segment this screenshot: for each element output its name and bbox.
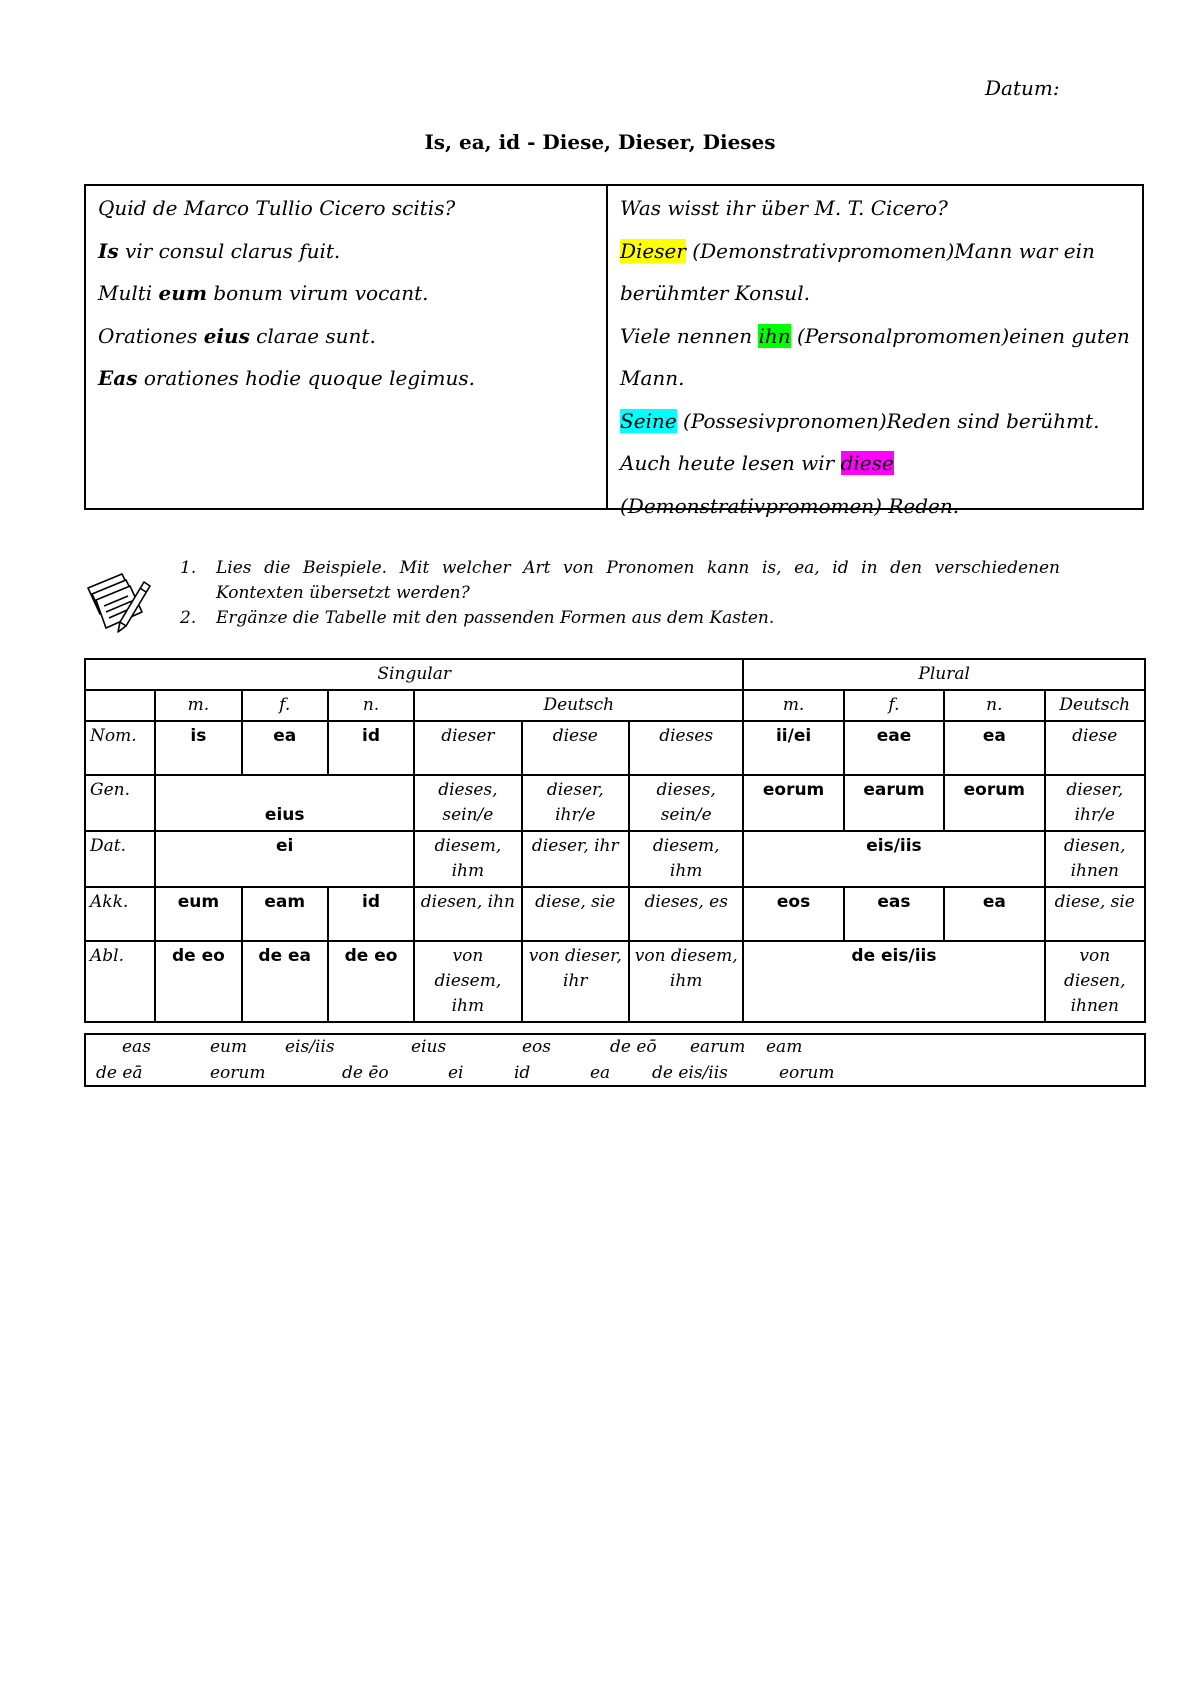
task-1-line-2: Kontexten übersetzt werden? bbox=[216, 583, 470, 603]
cell-german: dieses, sein/e bbox=[414, 775, 521, 831]
case-label: Nom. bbox=[85, 721, 155, 775]
cell-german: diese bbox=[1045, 721, 1145, 775]
header-sg-m: m. bbox=[155, 690, 241, 721]
header-pl-deutsch: Deutsch bbox=[1045, 690, 1145, 721]
cell-german: dieses, es bbox=[629, 887, 743, 941]
cell-latin: eis/iis bbox=[743, 831, 1044, 887]
highlight-seine: Seine bbox=[620, 408, 677, 433]
word-bank-item: eam bbox=[766, 1037, 803, 1057]
cell-german: diesen, ihn bbox=[414, 887, 521, 941]
latin-examples bbox=[86, 186, 608, 508]
cell-latin: earum bbox=[844, 775, 944, 831]
latin-line-1: Quid de Marco Tullio Cicero scitis? bbox=[98, 196, 456, 220]
german-line-7: Auch heute lesen wir diese bbox=[620, 451, 894, 475]
header-row-number bbox=[85, 659, 1145, 690]
cell-german: von diesem, ihm bbox=[629, 941, 743, 1022]
cell-latin: id bbox=[328, 887, 414, 941]
task-1-line-1: Lies die Beispiele. Mit welcher Art von Pronomen kann is, ea, id in den verschiedenen bbox=[216, 558, 1060, 578]
word-bank-item: earum bbox=[690, 1037, 746, 1057]
cell-latin: de eo bbox=[155, 941, 241, 1022]
task-1: 1. Lies die Beispiele. Mit welcher Art von Pronomen kann is, ea, id in den verschiedenen Kontexten übersetzt werden? bbox=[180, 556, 1060, 606]
cell-latin: eorum bbox=[944, 775, 1044, 831]
cell-german: dieser, ihr/e bbox=[522, 775, 629, 831]
word-bank-item: de ēo bbox=[342, 1063, 389, 1083]
word-bank-item: eum bbox=[210, 1037, 248, 1057]
table-row-gen bbox=[85, 775, 1145, 831]
latin-line-3: Multi eum bonum virum vocant. bbox=[98, 281, 429, 305]
cell-latin: eam bbox=[242, 887, 328, 941]
latin-line-2: Is vir consul clarus fuit. bbox=[98, 238, 341, 263]
cell-latin: ea bbox=[944, 887, 1044, 941]
german-line-8: (Demonstrativpromomen) Reden. bbox=[620, 493, 960, 518]
header-singular: Singular bbox=[85, 659, 743, 690]
cell-latin: eorum bbox=[743, 775, 843, 831]
word-bank-item: de eis/iis bbox=[652, 1063, 728, 1083]
cell-german: dieser bbox=[414, 721, 521, 775]
cell-latin: ea bbox=[944, 721, 1044, 775]
cell-latin: eum bbox=[155, 887, 241, 941]
word-bank-item: eorum bbox=[210, 1063, 266, 1083]
task-2: 2. Ergänze die Tabelle mit den passenden Formen aus dem Kasten. bbox=[180, 606, 1060, 631]
case-label: Gen. bbox=[85, 775, 155, 831]
word-bank-item: eius bbox=[411, 1037, 447, 1057]
cell-german: dieses, sein/e bbox=[629, 775, 743, 831]
highlight-ihn: ihn bbox=[758, 323, 791, 348]
word-bank-item: id bbox=[514, 1063, 531, 1083]
date-label: Datum: bbox=[985, 76, 1060, 100]
cell-german: von dieser, ihr bbox=[522, 941, 629, 1022]
cell-german: diesem, ihm bbox=[629, 831, 743, 887]
header-pl-f: f. bbox=[844, 690, 944, 721]
word-bank-item: de eā bbox=[96, 1063, 143, 1083]
case-label: Dat. bbox=[85, 831, 155, 887]
header-sg-n: n. bbox=[328, 690, 414, 721]
cell-latin: ea bbox=[242, 721, 328, 775]
table-row-abl bbox=[85, 941, 1145, 1022]
cell-latin: eae bbox=[844, 721, 944, 775]
table-row-nom bbox=[85, 721, 1145, 775]
page-title: Is, ea, id - Diese, Dieser, Dieses bbox=[424, 130, 776, 154]
cell-german: diese, sie bbox=[522, 887, 629, 941]
header-sg-f: f. bbox=[242, 690, 328, 721]
cell-latin: id bbox=[328, 721, 414, 775]
word-bank-item: eorum bbox=[779, 1063, 835, 1083]
header-empty bbox=[85, 690, 155, 721]
german-line-5: Mann. bbox=[620, 366, 685, 390]
highlight-dieser: Dieser bbox=[620, 238, 686, 263]
cell-latin: de eo bbox=[328, 941, 414, 1022]
german-line-2: Dieser (Demonstrativpromomen)Mann war ein bbox=[620, 238, 1095, 263]
cell-latin: ei bbox=[155, 831, 414, 887]
table-row-dat bbox=[85, 831, 1145, 887]
cell-latin: eas bbox=[844, 887, 944, 941]
cell-german: dieser, ihr bbox=[522, 831, 629, 887]
cell-latin: eos bbox=[743, 887, 843, 941]
cell-german: von diesem, ihm bbox=[414, 941, 521, 1022]
example-box bbox=[84, 184, 1144, 518]
latin-line-4: Orationes eius clarae sunt. bbox=[98, 323, 376, 348]
cell-german: diesem, ihm bbox=[414, 831, 521, 887]
cell-latin: eius bbox=[155, 775, 414, 831]
header-row-gender bbox=[85, 690, 1145, 721]
case-label: Abl. bbox=[85, 941, 155, 1022]
cell-latin: de ea bbox=[242, 941, 328, 1022]
task-list bbox=[180, 556, 1060, 631]
german-line-3: berühmter Konsul. bbox=[620, 281, 810, 305]
german-line-6: Seine (Possesivpronomen)Reden sind berühmt. bbox=[620, 408, 1100, 433]
cell-german: von diesen, ihnen bbox=[1045, 941, 1145, 1022]
task-2-line-1: Ergänze die Tabelle mit den passenden Formen aus dem Kasten. bbox=[216, 608, 775, 628]
pencil-paper-icon bbox=[82, 568, 152, 636]
cell-german: dieses bbox=[629, 721, 743, 775]
table-row-akk bbox=[85, 887, 1145, 941]
latin-line-5: Eas orationes hodie quoque legimus. bbox=[98, 366, 475, 390]
cell-latin: ii/ei bbox=[743, 721, 843, 775]
word-bank-item: eis/iis bbox=[285, 1037, 335, 1057]
cell-latin: is bbox=[155, 721, 241, 775]
highlight-diese: diese bbox=[840, 451, 894, 475]
header-sg-deutsch: Deutsch bbox=[414, 690, 743, 721]
header-pl-n: n. bbox=[944, 690, 1044, 721]
german-line-4: Viele nennen ihn (Personalpromomen)einen guten bbox=[620, 323, 1130, 348]
cell-german: diesen, ihnen bbox=[1045, 831, 1145, 887]
case-label: Akk. bbox=[85, 887, 155, 941]
word-bank-item: de eō bbox=[610, 1037, 657, 1057]
word-bank-item: eas bbox=[122, 1037, 151, 1057]
german-line-1: Was wisst ihr über M. T. Cicero? bbox=[620, 196, 948, 220]
word-bank bbox=[84, 1033, 1146, 1087]
word-bank-item: ei bbox=[448, 1063, 464, 1083]
german-translations bbox=[608, 186, 1142, 518]
declension-table bbox=[84, 658, 1146, 1023]
header-plural: Plural bbox=[743, 659, 1145, 690]
word-bank-item: ea bbox=[590, 1063, 611, 1083]
cell-german: diese, sie bbox=[1045, 887, 1145, 941]
cell-german: dieser, ihr/e bbox=[1045, 775, 1145, 831]
cell-latin: de eis/iis bbox=[743, 941, 1044, 1022]
header-pl-m: m. bbox=[743, 690, 843, 721]
cell-german: diese bbox=[522, 721, 629, 775]
word-bank-item: eos bbox=[522, 1037, 552, 1057]
